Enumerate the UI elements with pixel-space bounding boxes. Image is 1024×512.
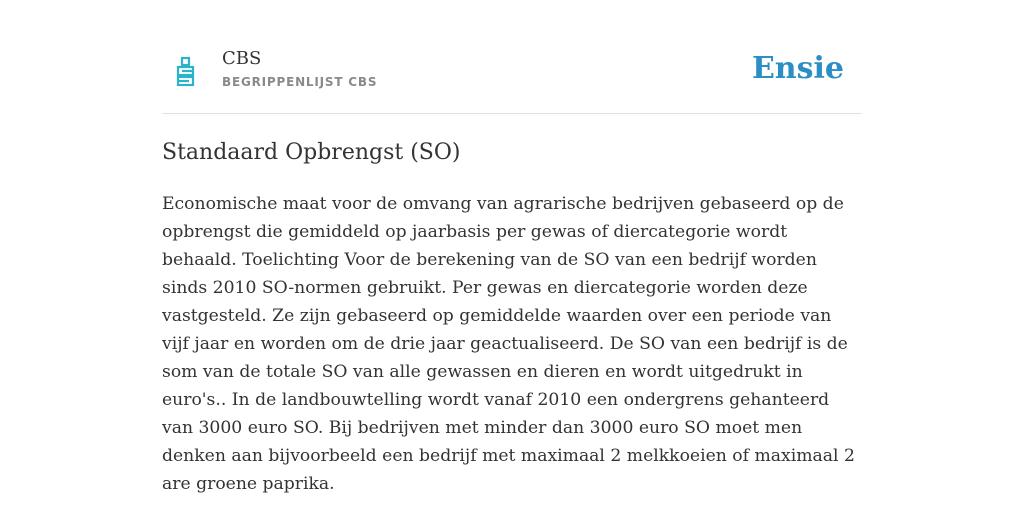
source-name[interactable]: CBS	[222, 48, 262, 69]
definition-text: Economische maat voor de omvang van agrarische bedrijven gebaseerd op de opbrengst die gemiddeld op jaarbasis per gewas of diercategorie wordt behaald. Toelichting Voor de berekening van de SO van een bedrijf worden sinds 2010 SO-normen gebruikt. Per gewas en diercategorie worden deze vastgesteld. Ze zijn gebaseerd op gemiddelde waarden over een periode van vijf jaar en worden om de drie jaar geactualiseerd. De SO van een bedrijf is de som van de totale SO van alle gewassen en dieren en wordt uitgedrukt in euro's.. In de landbouwtelling wordt vanaf 2010 een ondergrens gehanteerd van 3000 euro SO. Bij bedrijven met minder dan 3000 euro SO moet men denken aan bijvoorbeeld een bedrijf met maximaal 2 melkkoeien of maximaal 2 are groene paprika.	[162, 194, 855, 494]
header	[162, 40, 862, 114]
source-subtitle[interactable]: BEGRIPPENLIJST CBS	[222, 75, 378, 89]
cbs-logo-icon[interactable]	[174, 56, 198, 88]
brand-logo[interactable]: Ensie	[751, 51, 844, 86]
page-title: Standaard Opbrengst (SO)	[162, 140, 461, 165]
